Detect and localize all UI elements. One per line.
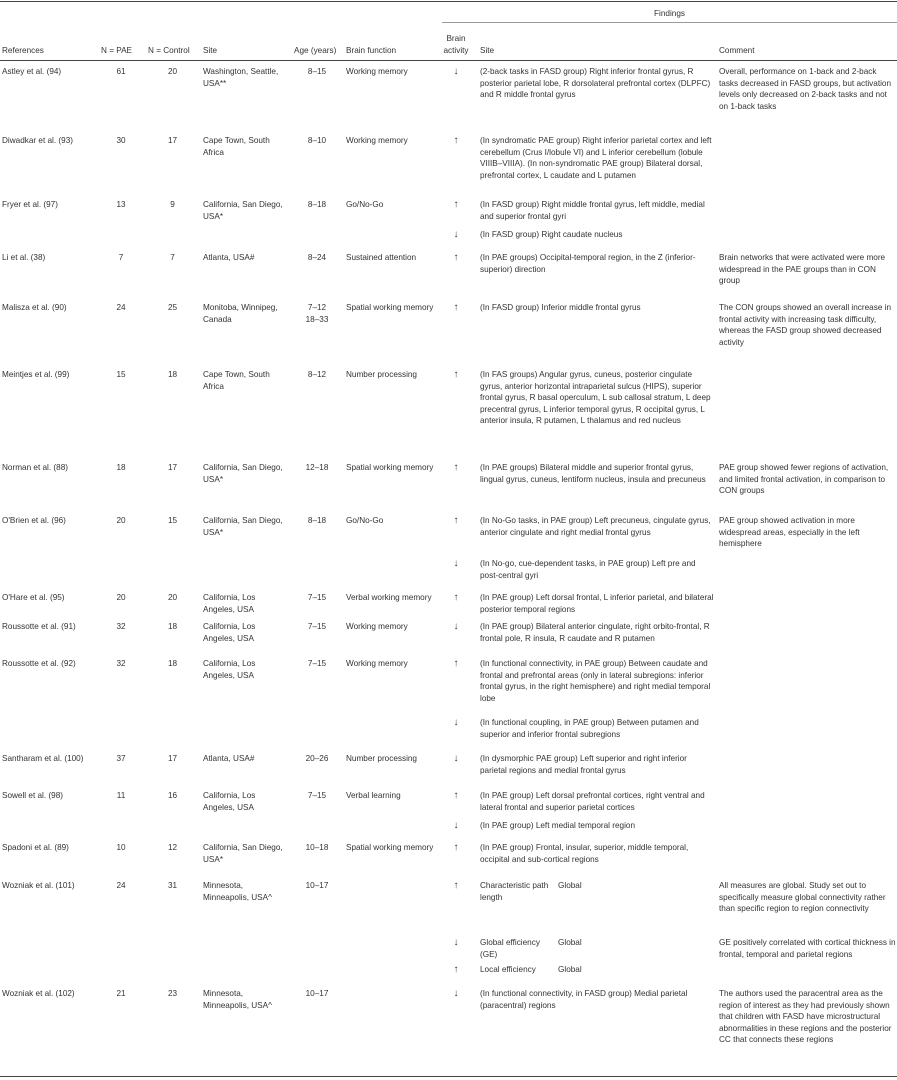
- age-years: 7–15: [307, 622, 327, 631]
- brain-function: Spatial working memory: [346, 843, 434, 852]
- n-control: 17: [167, 754, 178, 763]
- finding-site: (In FAS groups) Angular gyrus, cuneus, posterior cingulate gyrus, anterior horizontal intraparietal sulcus (HIPS), superior frontal gyrus, R basal operculum, L sub callosal stratum, L deep precentral gyrus, L inferior temporal gyrus, R occipital gyrus, L anterior insula, R putamen, L thalamus and red nucleus: [480, 370, 711, 426]
- comment: PAE group showed fewer regions of activation, and limited frontal activation, in comparison to CON groups: [719, 463, 889, 496]
- reference: Norman et al. (88): [2, 463, 68, 472]
- finding-site: (In PAE groups) Occipital-temporal region, in the Z (inferior-superior) direction: [480, 253, 696, 274]
- reference: Astley et al. (94): [2, 67, 62, 76]
- age-years: 7–15: [307, 791, 327, 800]
- finding-site: (In dysmorphic PAE group) Left superior and right inferior parietal regions and medial frontal gyrus: [480, 754, 687, 775]
- n-pae: 32: [116, 659, 126, 668]
- brain-function: Working memory: [346, 622, 408, 631]
- finding-site: (2-back tasks in FASD group) Right inferior frontal gyrus, R posterior parietal lobe, R dorsolateral prefrontal cortex (DLPFC) and R middle frontal gyrus: [480, 67, 711, 100]
- header-age: Age (years): [294, 46, 337, 55]
- header-brain-function: Brain function: [346, 46, 397, 55]
- finding-site: (In No-go, cue-dependent tasks, in PAE group) Left pre and post-central gyri: [480, 559, 696, 580]
- header-site: Site: [203, 46, 218, 55]
- site: California, Los Angeles, USA: [203, 593, 256, 614]
- comment-secondary: GE positively correlated with cortical thickness in frontal, temporal and parietal regions: [719, 938, 896, 959]
- n-pae: 20: [116, 593, 126, 602]
- finding-site: (In PAE group) Bilateral anterior cingulate, right orbito-frontal, R frontal pole, R insula, R caudate and R putamen: [480, 622, 710, 643]
- n-control: 17: [167, 136, 178, 145]
- n-control: 31: [167, 881, 178, 890]
- reference: Meintjes et al. (99): [2, 370, 70, 379]
- n-control: 17: [167, 463, 178, 472]
- comment: The authors used the paracentral area as the region of interest as they had previously shown that children with FASD have microstructural abnormalities in these regions and the posterior CC that connects these regions: [719, 989, 892, 1045]
- header-n-control: N = Control: [148, 46, 190, 55]
- n-control: 18: [167, 622, 178, 631]
- brain-activity-arrow: ↓: [453, 229, 459, 240]
- site: California, San Diego, USA*: [203, 200, 283, 221]
- brain-activity-arrow: ↑: [453, 199, 459, 210]
- finding-site: (In FASD group) Right caudate nucleus: [480, 230, 623, 239]
- age-years: 12–18: [305, 463, 329, 472]
- findings-group-header: Findings: [654, 9, 685, 18]
- finding-site: (In PAE group) Left medial temporal region: [480, 821, 636, 830]
- reference: Li et al. (38): [2, 253, 46, 262]
- n-control: 20: [167, 593, 178, 602]
- brain-activity-arrow: ↓: [453, 717, 459, 728]
- finding-site-scope: Global: [558, 938, 582, 947]
- reference: Spadoni et al. (89): [2, 843, 69, 852]
- site: Cape Town, South Africa: [203, 136, 270, 157]
- header-brain-activity: Brain activity: [443, 34, 469, 55]
- n-pae: 20: [116, 516, 126, 525]
- n-pae: 61: [116, 67, 126, 76]
- comment: Overall, performance on 1-back and 2-back tasks decreased in FASD groups, but activation levels only decreased on 2-back tasks and not on 1-back tasks: [719, 67, 892, 111]
- n-control: 12: [167, 843, 178, 852]
- reference: Roussotte et al. (92): [2, 659, 76, 668]
- brain-activity-arrow: ↓: [453, 66, 459, 77]
- reference: Fryer et al. (97): [2, 200, 58, 209]
- finding-site: (In functional connectivity, in PAE group) Between caudate and frontal and prefrontal areas (only in lateral subregions: inferior frontal gyrus, in the right hemisphere) and right medial temporal lobe: [480, 659, 711, 703]
- reference: Roussotte et al. (91): [2, 622, 76, 631]
- n-control: 9: [170, 200, 175, 209]
- comment: The CON groups showed an overall increase in frontal activity with increasing task difficulty, whereas the FASD group showed decreased activity: [719, 303, 892, 347]
- brain-function: Working memory: [346, 136, 408, 145]
- comment: Brain networks that were activated were more widespread in the PAE groups than in CON group: [719, 253, 886, 286]
- finding-site: (In PAE group) Left dorsal prefrontal cortices, right ventral and lateral frontal and superior parietal cortices: [480, 791, 705, 812]
- n-pae: 24: [116, 303, 126, 312]
- n-pae: 10: [116, 843, 126, 852]
- finding-site: Global efficiency (GE): [480, 938, 540, 959]
- n-control: 18: [167, 370, 178, 379]
- finding-site: (In FASD group) Right middle frontal gyrus, left middle, medial and superior frontal gyri: [480, 200, 705, 221]
- finding-site: (In functional connectivity, in FASD group) Medial parietal (paracentral) regions: [480, 989, 688, 1010]
- finding-site: Local efficiency: [480, 965, 536, 974]
- reference: Sowell et al. (98): [2, 791, 63, 800]
- n-control: 16: [167, 791, 178, 800]
- reference: O'Brien et al. (96): [2, 516, 66, 525]
- comment: PAE group showed activation in more widespread areas, especially in the left hemisphere: [719, 516, 860, 549]
- brain-activity-arrow: ↑: [453, 302, 459, 313]
- reference: Diwadkar et al. (93): [2, 136, 73, 145]
- brain-function: Number processing: [346, 370, 417, 379]
- finding-site: (In functional coupling, in PAE group) Between putamen and superior and inferior frontal subregions: [480, 718, 699, 739]
- table-top-rule: [0, 1, 897, 2]
- age-years: 10–17: [305, 989, 329, 998]
- age-years: 8–18: [307, 200, 327, 209]
- brain-activity-arrow: ↓: [453, 988, 459, 999]
- finding-site: (In PAE group) Frontal, insular, superior, middle temporal, occipital and sub-cortical regions: [480, 843, 689, 864]
- site: Washington, Seattle, USA**: [203, 67, 279, 88]
- n-pae: 18: [116, 463, 126, 472]
- n-pae: 21: [116, 989, 126, 998]
- brain-function: Go/No-Go: [346, 200, 384, 209]
- brain-activity-arrow: ↑: [453, 369, 459, 380]
- brain-activity-arrow: ↑: [453, 790, 459, 801]
- reference: Wozniak et al. (101): [2, 881, 75, 890]
- n-pae: 30: [116, 136, 126, 145]
- age-years: 7–12 18–33: [305, 303, 329, 324]
- brain-function: Working memory: [346, 659, 408, 668]
- brain-activity-arrow: ↑: [453, 658, 459, 669]
- age-years: 8–10: [307, 136, 327, 145]
- n-control: 20: [167, 67, 178, 76]
- n-pae: 7: [118, 253, 124, 262]
- n-pae: 11: [116, 791, 126, 800]
- age-years: 7–15: [307, 593, 327, 602]
- age-years: 8–12: [307, 370, 327, 379]
- site: California, Los Angeles, USA: [203, 791, 256, 812]
- age-years: 8–24: [307, 253, 327, 262]
- finding-site-scope: Global: [558, 881, 582, 890]
- age-years: 7–15: [307, 659, 327, 668]
- site: California, Los Angeles, USA: [203, 659, 256, 680]
- n-control: 25: [167, 303, 178, 312]
- site: Minnesota, Minneapolis, USA^: [203, 989, 272, 1010]
- n-control: 23: [167, 989, 178, 998]
- finding-site: (In No-Go tasks, in PAE group) Left precuneus, cingulate gyrus, anterior cingulate and right medial frontal gyrus: [480, 516, 711, 537]
- brain-activity-arrow: ↑: [453, 880, 459, 891]
- brain-activity-arrow: ↑: [453, 462, 459, 473]
- site: California, Los Angeles, USA: [203, 622, 256, 643]
- n-pae: 24: [116, 881, 126, 890]
- finding-site: (In syndromatic PAE group) Right inferior parietal cortex and left cerebellum (Crus I/lobule VI) and L inferior cerebellum (lobule VIIIB–VIIIA). (In non-syndromatic PAE group) Bilateral dorsal, prefrontal cortex, L caudate and L putamen: [480, 136, 712, 180]
- brain-function: Go/No-Go: [346, 516, 384, 525]
- findings-group-underline: [442, 22, 897, 23]
- header-comment: Comment: [719, 46, 755, 55]
- brain-activity-arrow: ↓: [453, 937, 459, 948]
- finding-site: (In PAE group) Left dorsal frontal, L inferior parietal, and bilateral posterior temporal regions: [480, 593, 714, 614]
- site: Atlanta, USA#: [203, 253, 255, 262]
- comment: All measures are global. Study set out to specifically measure global connectivity rather than specific region to region connectivity: [719, 881, 886, 914]
- reference: Wozniak et al. (102): [2, 989, 75, 998]
- brain-function: Number processing: [346, 754, 417, 763]
- site: California, San Diego, USA*: [203, 516, 283, 537]
- brain-activity-arrow: ↓: [453, 621, 459, 632]
- finding-site-scope: Global: [558, 965, 582, 974]
- n-control: 7: [170, 253, 175, 262]
- age-years: 8–15: [307, 67, 327, 76]
- site: Atlanta, USA#: [203, 754, 255, 763]
- site: California, San Diego, USA*: [203, 463, 283, 484]
- finding-site: (In FASD group) Inferior middle frontal gyrus: [480, 303, 641, 312]
- n-pae: 37: [116, 754, 126, 763]
- brain-function: Spatial working memory: [346, 463, 434, 472]
- site: California, San Diego, USA*: [203, 843, 283, 864]
- n-control: 18: [167, 659, 178, 668]
- brain-activity-arrow: ↑: [453, 842, 459, 853]
- age-years: 10–18: [305, 843, 329, 852]
- finding-site: Characteristic path length: [480, 881, 549, 902]
- n-control: 15: [167, 516, 178, 525]
- brain-function: Working memory: [346, 67, 408, 76]
- brain-activity-arrow: ↓: [453, 558, 459, 569]
- reference: Malisza et al. (90): [2, 303, 67, 312]
- brain-activity-arrow: ↑: [453, 964, 459, 975]
- table-bottom-rule: [0, 1076, 897, 1077]
- site: Monitoba, Winnipeg, Canada: [203, 303, 278, 324]
- age-years: 10–17: [305, 881, 329, 890]
- site: Cape Town, South Africa: [203, 370, 270, 391]
- brain-function: Verbal working memory: [346, 593, 432, 602]
- brain-function: Spatial working memory: [346, 303, 434, 312]
- finding-site: (In PAE groups) Bilateral middle and superior frontal gyrus, lingual gyrus, cuneus, lentiform nucleus, insula and precuneus: [480, 463, 706, 484]
- brain-function: Sustained attention: [346, 253, 417, 262]
- brain-activity-arrow: ↑: [453, 252, 459, 263]
- header-bottom-rule: [0, 60, 897, 61]
- brain-function: Verbal learning: [346, 791, 401, 800]
- n-pae: 13: [116, 200, 126, 209]
- brain-activity-arrow: ↓: [453, 753, 459, 764]
- age-years: 8–18: [307, 516, 327, 525]
- header-n-pae: N = PAE: [101, 46, 133, 55]
- reference: O'Hare et al. (95): [2, 593, 65, 602]
- n-pae: 15: [116, 370, 126, 379]
- header-references: References: [2, 46, 44, 55]
- brain-activity-arrow: ↓: [453, 820, 459, 831]
- reference: Santharam et al. (100): [2, 754, 84, 763]
- age-years: 20–26: [305, 754, 329, 763]
- brain-activity-arrow: ↑: [453, 592, 459, 603]
- n-pae: 32: [116, 622, 126, 631]
- brain-activity-arrow: ↑: [453, 135, 459, 146]
- header-findings-site: Site: [480, 46, 495, 55]
- site: Minnesota, Minneapolis, USA^: [203, 881, 272, 902]
- brain-activity-arrow: ↑: [453, 515, 459, 526]
